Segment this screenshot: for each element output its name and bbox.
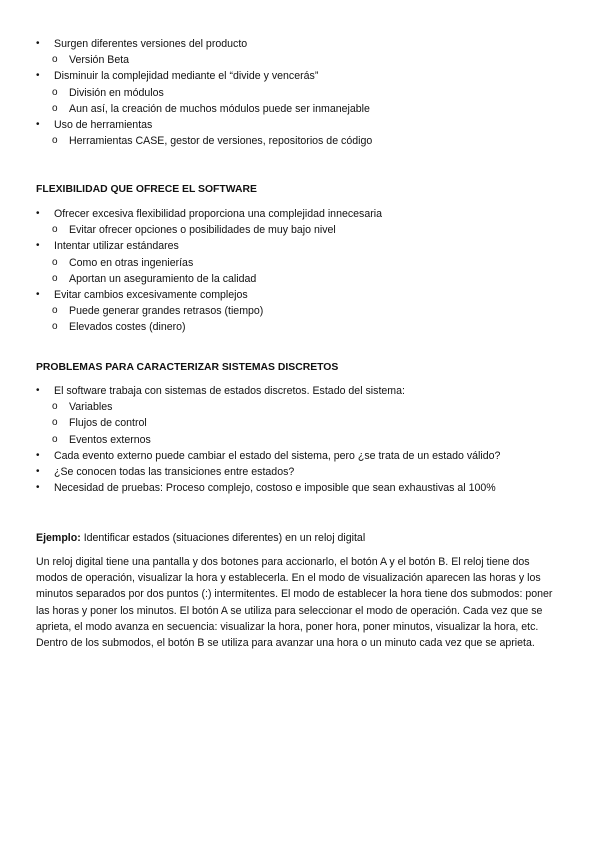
bullet-marker: • [36,70,40,82]
section-heading-problems: PROBLEMAS PARA CARACTERIZAR SISTEMAS DISCRETOS [36,362,339,373]
sub-list-item: o Como en otras ingenierías [0,255,600,271]
bullet-marker: • [36,119,40,131]
sub-marker: o [52,256,58,268]
bullet-marker: • [36,466,40,478]
section-heading-flexibility: FLEXIBILIDAD QUE OFRECE EL SOFTWARE [36,184,257,195]
list-item: • Surgen diferentes versiones del producto [0,36,600,52]
sub-marker: o [52,272,58,284]
sub-marker: o [52,433,58,445]
sub-list-item: o Variables [0,399,600,415]
bullet-marker: • [36,482,40,494]
example-text: Identificar estados (situaciones diferentes) en un reloj digital [83,532,366,544]
bullet-marker: • [36,449,40,461]
sub-marker: o [52,305,58,317]
sub-marker: o [52,321,58,333]
list-item: • Disminuir la complejidad mediante el “divide y vencerás” [0,68,600,84]
sub-list-item: o Aun así, la creación de muchos módulos puede ser inmanejable [0,101,600,117]
sub-list-item: o Herramientas CASE, gestor de versiones, repositorios de código [0,133,600,149]
list-item: • Necesidad de pruebas: Proceso complejo, costoso e imposible que sean exhaustivas al 100% [0,480,600,496]
example-label: Ejemplo: [36,532,81,544]
list-item: • ¿Se conocen todas las transiciones entre estados? [0,464,600,480]
list-item: • Uso de herramientas [0,117,600,133]
intro-list [0,36,600,149]
sub-marker: o [52,102,58,114]
sub-list-item: o Puede generar grandes retrasos (tiempo) [0,303,600,319]
sub-marker: o [52,135,58,147]
sub-list-item: o Flujos de control [0,415,600,431]
sub-marker: o [52,86,58,98]
bullet-marker: • [36,208,40,219]
list-item: • Evitar cambios excesivamente complejos [0,287,600,303]
example-paragraph: Un reloj digital tiene una pantalla y dos botones para accionarlo, el botón A y el botón B. El reloj tiene dos modos de operación, visualizar la hora y establecerla. En el modo de visualización aparecen las horas y los minutos separados por dos puntos (:) intermitentes. El modo de establecer la hora tiene dos submodos: poner las horas y poner los minutos. El botón A se utiliza para seleccionar el modo de operación. Cada vez que se aprieta, el modo avanza en secuencia: visualizar la hora, poner hora, poner minutos, visualizar la hora, etc. Dentro de los submodos, el botón B se utiliza para avanzar una hora o un minuto cada vez que se aprieta. [36,556,553,650]
list-item: • Ofrecer excesiva flexibilidad proporciona una complejidad innecesaria [0,206,600,222]
bullet-marker: • [36,240,40,252]
example-line [36,531,365,545]
bullet-marker: • [36,385,40,396]
sub-list-item: o Aportan un aseguramiento de la calidad [0,271,600,287]
bullet-marker: • [36,38,40,49]
sub-list-item: o Elevados costes (dinero) [0,319,600,335]
sub-list-item: o Eventos externos [0,432,600,448]
sub-marker: o [52,401,58,413]
list-item: • Cada evento externo puede cambiar el estado del sistema, pero ¿se trata de un estado válido? [0,448,600,464]
flexibility-list [0,206,600,336]
sub-list-item: o Evitar ofrecer opciones o posibilidades de muy bajo nivel [0,222,600,238]
sub-marker: o [52,417,58,429]
bullet-marker: • [36,289,40,301]
sub-list-item: o División en módulos [0,85,600,101]
problems-list [0,383,600,496]
list-item: • El software trabaja con sistemas de estados discretos. Estado del sistema: [0,383,600,399]
sub-marker: o [52,224,58,236]
list-item: • Intentar utilizar estándares [0,238,600,254]
sub-list-item: o Versión Beta [0,52,600,68]
sub-marker: o [52,54,58,66]
